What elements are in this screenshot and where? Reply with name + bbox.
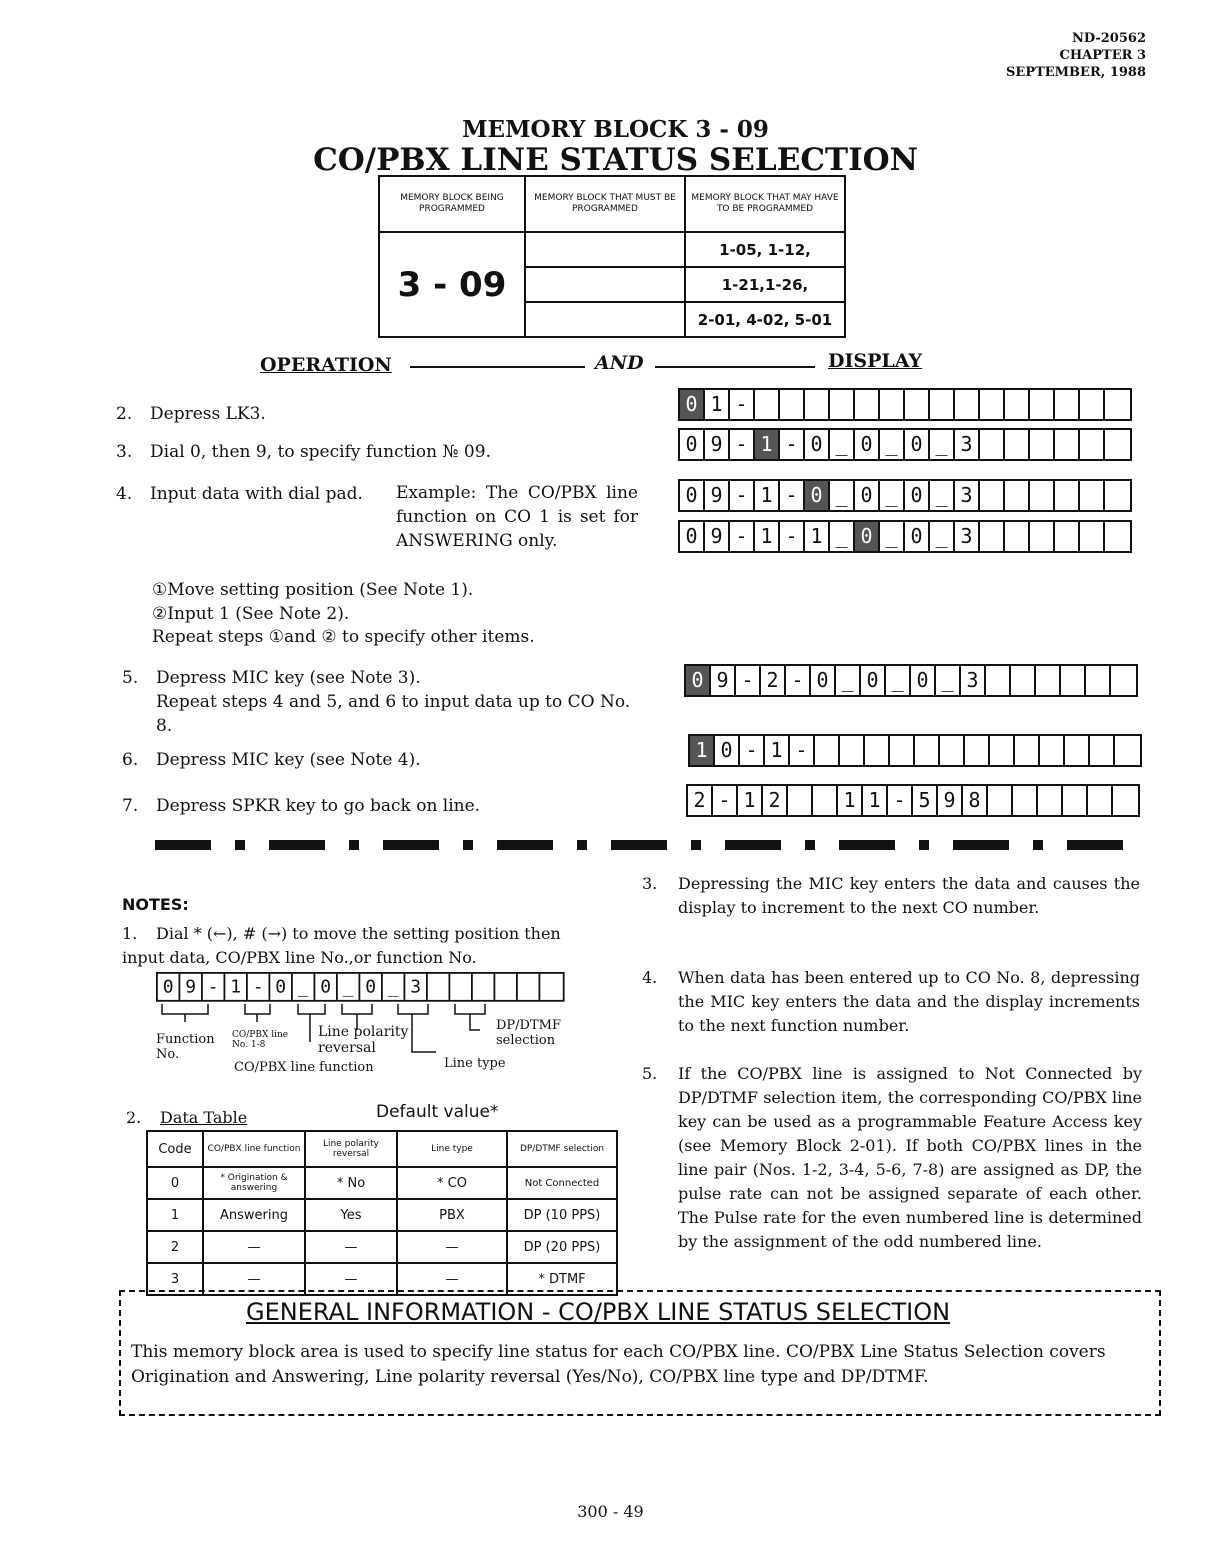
separator-dash xyxy=(577,840,587,850)
lcd-cell xyxy=(1086,666,1111,695)
lcd-cell xyxy=(755,390,780,419)
lcd-cell: - xyxy=(248,974,271,1000)
lcd-cell: 9 xyxy=(938,786,963,815)
lcd-cell: _ xyxy=(930,522,955,551)
lcd-cell xyxy=(1055,390,1080,419)
lcd-cell: _ xyxy=(880,481,905,510)
separator-dash xyxy=(725,840,781,850)
step-4: 4. Input data with dial pad. xyxy=(116,484,363,504)
lcd-cell: 9 xyxy=(180,974,203,1000)
separator-dash xyxy=(463,840,473,850)
lcd-cell: 0 xyxy=(680,522,705,551)
lcd-cell xyxy=(980,430,1005,459)
lcd-cell xyxy=(1036,666,1061,695)
separator-dash xyxy=(691,840,701,850)
lcd-cell xyxy=(788,786,813,815)
lcd-cell xyxy=(1080,430,1105,459)
lcd-cell: - xyxy=(740,736,765,765)
and-label: AND xyxy=(595,352,644,374)
note-lcd-diagram xyxy=(156,972,565,1002)
arrow-right-icon xyxy=(655,366,815,368)
lcd-cell xyxy=(780,390,805,419)
doc-number: ND-20562 xyxy=(1071,31,1146,46)
lcd-cell xyxy=(1115,736,1140,765)
lcd-cell: 0 xyxy=(905,430,930,459)
lcd-cell xyxy=(815,736,840,765)
lcd-cell: 0 xyxy=(855,481,880,510)
lcd-cell: 0 xyxy=(315,974,338,1000)
lcd-cell: 9 xyxy=(711,666,736,695)
table-row: 2 — — — DP (20 PPS) xyxy=(147,1231,617,1263)
dt-header: Line polarity reversal xyxy=(305,1131,397,1167)
lcd-cell: 0 xyxy=(805,430,830,459)
lcd-cell xyxy=(955,390,980,419)
lcd-cell: 1 xyxy=(863,786,888,815)
lcd-cell: 0 xyxy=(811,666,836,695)
lcd-cell: 2 xyxy=(763,786,788,815)
lcd-cell: 0 xyxy=(680,481,705,510)
lcd-cell xyxy=(930,390,955,419)
lcd-cell xyxy=(1065,736,1090,765)
lcd-cell xyxy=(965,736,990,765)
lcd-cell: 0 xyxy=(905,481,930,510)
lcd-cell xyxy=(1061,666,1086,695)
separator-dash xyxy=(805,840,815,850)
chapter: CHAPTER 3 xyxy=(1059,48,1146,63)
lcd-cell xyxy=(450,974,473,1000)
lcd-display-4 xyxy=(678,520,1132,553)
dt-header: CO/PBX line function xyxy=(203,1131,305,1167)
table-row: 3 — — — * DTMF xyxy=(147,1263,617,1295)
note-5: 5. If the CO/PBX line is assigned to Not Connected by DP/DTMF selection item, the corresponding CO/PBX line key can be used as a programmable Feature Access key (see Memory Block 2-01). If both CO/PBX lines in the line pair (Nos. 1-2, 3-4, 5-6, 7-8) are assigned as DP, the pulse rate can not be assigned separate of each other. The Pulse rate for the even numbered line is determined by the assignment of the odd numbered line. xyxy=(642,1064,1142,1251)
diagram-copbx-label: CO/PBX line No. 1-8 xyxy=(232,1030,289,1050)
default-value-label: Default value* xyxy=(376,1102,499,1122)
lcd-cell xyxy=(840,736,865,765)
operation-label: OPERATION xyxy=(260,354,392,376)
step-2: 2. Depress LK3. xyxy=(116,404,266,424)
separator-dash xyxy=(235,840,245,850)
lcd-cell xyxy=(540,974,563,1000)
lcd-cell: 0 xyxy=(680,430,705,459)
lcd-cell xyxy=(1055,430,1080,459)
step-7: 7. Depress SPKR key to go back on line. xyxy=(122,796,481,816)
lcd-cell xyxy=(915,736,940,765)
lcd-cell xyxy=(1038,786,1063,815)
lcd-cell xyxy=(1080,522,1105,551)
arrow-left-icon xyxy=(410,366,585,368)
lcd-cell xyxy=(855,390,880,419)
lcd-cell xyxy=(980,390,1005,419)
lcd-cell: _ xyxy=(936,666,961,695)
lcd-cell xyxy=(1090,736,1115,765)
lcd-cell: 0 xyxy=(911,666,936,695)
lcd-cell xyxy=(830,390,855,419)
separator-dash xyxy=(611,840,667,850)
lcd-cell: - xyxy=(786,666,811,695)
lcd-cell: 1 xyxy=(738,786,763,815)
lcd-cell xyxy=(1005,522,1030,551)
lcd-cell: 0 xyxy=(861,666,886,695)
lcd-cell xyxy=(1011,666,1036,695)
lcd-cell: 3 xyxy=(405,974,428,1000)
lcd-cell xyxy=(1030,390,1055,419)
lcd-cell: _ xyxy=(830,430,855,459)
lcd-cell: 3 xyxy=(955,522,980,551)
lcd-cell: _ xyxy=(830,522,855,551)
lcd-cell xyxy=(1030,481,1055,510)
lcd-cell xyxy=(1105,481,1130,510)
lcd-cell xyxy=(988,786,1013,815)
lcd-cell: _ xyxy=(930,481,955,510)
operation-display-line xyxy=(260,350,930,380)
lcd-cell: _ xyxy=(293,974,316,1000)
lcd-cell: 0 xyxy=(686,666,711,695)
date: SEPTEMBER, 1988 xyxy=(1006,65,1146,80)
separator-dash xyxy=(839,840,895,850)
lcd-cell xyxy=(1030,430,1055,459)
mb-must-cell xyxy=(525,267,685,302)
dt-header: DP/DTMF selection xyxy=(507,1131,617,1167)
lcd-cell xyxy=(1105,390,1130,419)
lcd-cell: - xyxy=(730,390,755,419)
mb-may-cell: 2-01, 4-02, 5-01 xyxy=(685,302,845,337)
lcd-display-5 xyxy=(684,664,1138,697)
lcd-cell: 3 xyxy=(961,666,986,695)
lcd-cell: 9 xyxy=(705,522,730,551)
lcd-cell xyxy=(473,974,496,1000)
lcd-cell xyxy=(880,390,905,419)
lcd-cell xyxy=(990,736,1015,765)
mb-block-value: 3 - 09 xyxy=(379,232,525,337)
diagram-function-label: Function No. xyxy=(156,1032,215,1062)
lcd-cell: - xyxy=(730,481,755,510)
memory-block-title: MEMORY BLOCK 3 - 09 xyxy=(462,116,769,143)
lcd-cell xyxy=(1105,430,1130,459)
diagram-polarity-label: Line polarity reversal xyxy=(318,1024,409,1056)
lcd-cell: - xyxy=(888,786,913,815)
lcd-cell: 5 xyxy=(913,786,938,815)
separator-dash xyxy=(349,840,359,850)
step-3: 3. Dial 0, then 9, to specify function № 09. xyxy=(116,442,491,462)
lcd-cell xyxy=(890,736,915,765)
lcd-cell xyxy=(1111,666,1136,695)
general-information-title: GENERAL INFORMATION - CO/PBX LINE STATUS SELECTION xyxy=(246,1298,951,1326)
mb-col2-header: MEMORY BLOCK THAT MUST BE PROGRAMMED xyxy=(525,176,685,232)
lcd-cell xyxy=(1005,390,1030,419)
lcd-cell: - xyxy=(780,481,805,510)
separator-dash xyxy=(1067,840,1123,850)
lcd-cell xyxy=(1015,736,1040,765)
lcd-cell xyxy=(1005,430,1030,459)
lcd-cell: _ xyxy=(830,481,855,510)
lcd-cell xyxy=(905,390,930,419)
lcd-display-2 xyxy=(678,428,1132,461)
lcd-cell: 3 xyxy=(955,430,980,459)
separator-dash xyxy=(1033,840,1043,850)
separator-dash xyxy=(953,840,1009,850)
lcd-cell: _ xyxy=(886,666,911,695)
step-4-sub2: ②Input 1 (See Note 2). xyxy=(152,604,350,624)
lcd-cell: 1 xyxy=(225,974,248,1000)
data-table xyxy=(146,1130,618,1296)
lcd-cell xyxy=(428,974,451,1000)
lcd-cell: - xyxy=(780,430,805,459)
lcd-cell: 0 xyxy=(905,522,930,551)
separator-dash xyxy=(155,840,211,850)
table-row: 0 * Origination & answering * No * CO Not Connected xyxy=(147,1167,617,1199)
lcd-cell xyxy=(518,974,541,1000)
memory-block-table xyxy=(378,175,846,338)
mb-must-cell xyxy=(525,302,685,337)
lcd-cell xyxy=(1055,522,1080,551)
step-4-sub3: Repeat steps ①and ② to specify other items. xyxy=(152,627,535,647)
lcd-cell: - xyxy=(730,430,755,459)
lcd-cell: - xyxy=(736,666,761,695)
note-2: 2. Data Table xyxy=(126,1108,248,1127)
separator-dash xyxy=(497,840,553,850)
lcd-cell: 9 xyxy=(705,430,730,459)
lcd-cell: - xyxy=(713,786,738,815)
note-4: 4. When data has been entered up to CO No. 8, depressing the MIC key enters the data and the display increments to the next function number. xyxy=(642,968,1140,1035)
lcd-cell: 0 xyxy=(158,974,181,1000)
lcd-cell: 3 xyxy=(955,481,980,510)
lcd-cell xyxy=(980,481,1005,510)
lcd-cell: 1 xyxy=(805,522,830,551)
page-number: 300 - 49 xyxy=(577,1502,644,1521)
step-4-sub1: ①Move setting position (See Note 1). xyxy=(152,580,474,600)
lcd-cell: 0 xyxy=(680,390,705,419)
lcd-cell: 8 xyxy=(963,786,988,815)
notes-title: NOTES: xyxy=(122,895,189,914)
lcd-cell: 0 xyxy=(855,522,880,551)
lcd-cell xyxy=(865,736,890,765)
separator-dash xyxy=(919,840,929,850)
lcd-cell: 1 xyxy=(755,430,780,459)
lcd-cell: 2 xyxy=(688,786,713,815)
lcd-cell xyxy=(1113,786,1138,815)
lcd-cell: 0 xyxy=(715,736,740,765)
display-label: DISPLAY xyxy=(828,350,923,372)
lcd-cell xyxy=(1005,481,1030,510)
lcd-cell xyxy=(1063,786,1088,815)
step-5: 5. Depress MIC key (see Note 3). Repeat steps 4 and 5, and 6 to input data up to CO No. 8. xyxy=(122,668,631,736)
lcd-cell: 0 xyxy=(805,481,830,510)
lcd-cell: - xyxy=(203,974,225,1000)
lcd-cell xyxy=(980,522,1005,551)
lcd-cell xyxy=(813,786,838,815)
lcd-cell xyxy=(1030,522,1055,551)
note-1: 1. Dial * (←), # (→) to move the setting position then input data, CO/PBX line No.,or function No. xyxy=(122,924,561,967)
page-title: CO/PBX LINE STATUS SELECTION xyxy=(313,142,918,178)
lcd-cell: 0 xyxy=(270,974,293,1000)
lcd-cell xyxy=(805,390,830,419)
lcd-cell: - xyxy=(730,522,755,551)
page-header xyxy=(1006,30,1146,81)
diagram-linefunc-label: CO/PBX line function xyxy=(234,1060,374,1075)
lcd-display-6 xyxy=(688,734,1142,767)
lcd-cell xyxy=(1088,786,1113,815)
dt-header: Line type xyxy=(397,1131,507,1167)
lcd-cell xyxy=(1055,481,1080,510)
lcd-cell: _ xyxy=(836,666,861,695)
dt-header: Code xyxy=(147,1131,203,1167)
lcd-cell xyxy=(1080,390,1105,419)
lcd-cell: 1 xyxy=(755,522,780,551)
lcd-cell xyxy=(1080,481,1105,510)
lcd-cell: 0 xyxy=(855,430,880,459)
lcd-cell: 2 xyxy=(761,666,786,695)
lcd-cell: _ xyxy=(930,430,955,459)
lcd-cell: 1 xyxy=(705,390,730,419)
lcd-display-1 xyxy=(678,388,1132,421)
lcd-cell: - xyxy=(780,522,805,551)
lcd-cell xyxy=(1105,522,1130,551)
diagram-linetype-label: Line type xyxy=(444,1056,506,1071)
general-information-box xyxy=(119,1290,1161,1416)
lcd-cell: - xyxy=(790,736,815,765)
lcd-cell: 9 xyxy=(705,481,730,510)
lcd-cell: 1 xyxy=(755,481,780,510)
lcd-cell: 1 xyxy=(690,736,715,765)
mb-col3-header: MEMORY BLOCK THAT MAY HAVE TO BE PROGRAMMED xyxy=(685,176,845,232)
lcd-display-7 xyxy=(686,784,1140,817)
separator-dash xyxy=(269,840,325,850)
lcd-cell xyxy=(1040,736,1065,765)
lcd-display-3 xyxy=(678,479,1132,512)
mb-must-cell xyxy=(525,232,685,267)
lcd-cell: 0 xyxy=(360,974,383,1000)
note-3: 3. Depressing the MIC key enters the data and causes the display to increment to the next CO number. xyxy=(642,874,1140,917)
lcd-cell: 1 xyxy=(838,786,863,815)
mb-col1-header: MEMORY BLOCK BEING PROGRAMMED xyxy=(379,176,525,232)
table-row: 1 Answering Yes PBX DP (10 PPS) xyxy=(147,1199,617,1231)
mb-may-cell: 1-05, 1-12, xyxy=(685,232,845,267)
lcd-cell xyxy=(986,666,1011,695)
diagram-dpdtmf-label: DP/DTMF selection xyxy=(496,1018,561,1048)
general-information-body: This memory block area is used to specify line status for each CO/PBX line. CO/PBX Line Status Selection covers Origination and Answering, Line polarity reversal (Yes/No), CO/PBX line type and DP/DTMF. xyxy=(131,1342,1106,1387)
mb-may-cell: 1-21,1-26, xyxy=(685,267,845,302)
separator-dash xyxy=(383,840,439,850)
lcd-cell: _ xyxy=(880,522,905,551)
step-6: 6. Depress MIC key (see Note 4). xyxy=(122,750,421,770)
lcd-cell: _ xyxy=(338,974,361,1000)
lcd-cell: 1 xyxy=(765,736,790,765)
lcd-cell: _ xyxy=(383,974,406,1000)
lcd-cell: _ xyxy=(880,430,905,459)
lcd-cell xyxy=(940,736,965,765)
lcd-cell xyxy=(1013,786,1038,815)
lcd-cell xyxy=(495,974,518,1000)
step-4-example: Example: The CO/PBX line function on CO 1 is set for ANSWERING only. xyxy=(396,483,638,551)
